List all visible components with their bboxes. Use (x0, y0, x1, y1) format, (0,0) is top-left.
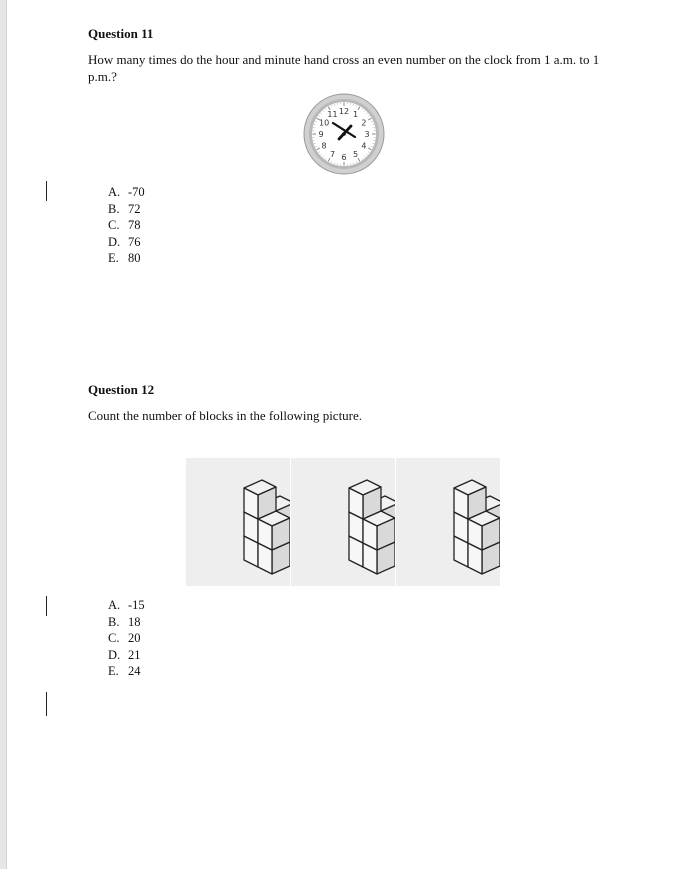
option-d[interactable]: D. 21 (108, 647, 141, 662)
clock-numeral: 4 (361, 141, 367, 151)
block-panel-1 (186, 458, 290, 586)
question-11-text: How many times do the hour and minute hand cross an even number on the clock from 1 a.m. to 1 p.m.? (88, 52, 600, 84)
option-a[interactable]: A. -70 (108, 185, 145, 199)
block-panel-3 (396, 458, 500, 586)
option-e[interactable]: E. 24 (108, 664, 141, 678)
option-a[interactable]: A. -15 (108, 598, 145, 612)
page-left-margin (0, 0, 7, 869)
clock-numeral: 9 (318, 130, 324, 139)
block-figure (186, 458, 500, 586)
text-cursor-marker (46, 596, 47, 616)
option-c[interactable]: C. 78 (108, 218, 141, 232)
text-cursor-marker (46, 692, 47, 716)
option-e[interactable]: E. 80 (108, 251, 141, 265)
clock-numeral: 12 (338, 107, 350, 116)
clock-figure (303, 93, 385, 175)
cube-stack-drawing (186, 458, 290, 586)
block-panel-2 (291, 458, 395, 586)
clock-numeral: 3 (364, 130, 370, 139)
option-c[interactable]: C. 20 (108, 631, 141, 645)
clock-numeral: 11 (327, 110, 338, 120)
clock-numeral: 5 (352, 149, 359, 159)
question-12-title: Question 12 (88, 382, 155, 397)
question-11-options (108, 184, 145, 267)
question-12-options (108, 597, 145, 680)
cube-stack-drawing (396, 458, 500, 586)
clock-numeral: 8 (321, 141, 327, 151)
cube-stack-drawing (291, 458, 395, 586)
option-b[interactable]: B. 72 (108, 201, 141, 216)
clock-numeral: 6 (341, 153, 347, 162)
option-d[interactable]: D. 76 (108, 234, 141, 249)
question-12-text: Count the number of blocks in the following picture. (88, 408, 363, 423)
option-b[interactable]: B. 18 (108, 614, 141, 629)
clock-icon (303, 93, 385, 175)
text-cursor-marker (46, 181, 47, 201)
clock-numeral: 1 (352, 110, 359, 120)
clock-numeral: 10 (318, 118, 330, 128)
clock-numeral: 2 (361, 118, 367, 128)
question-11-title: Question 11 (88, 26, 154, 41)
clock-numeral: 7 (329, 149, 336, 159)
